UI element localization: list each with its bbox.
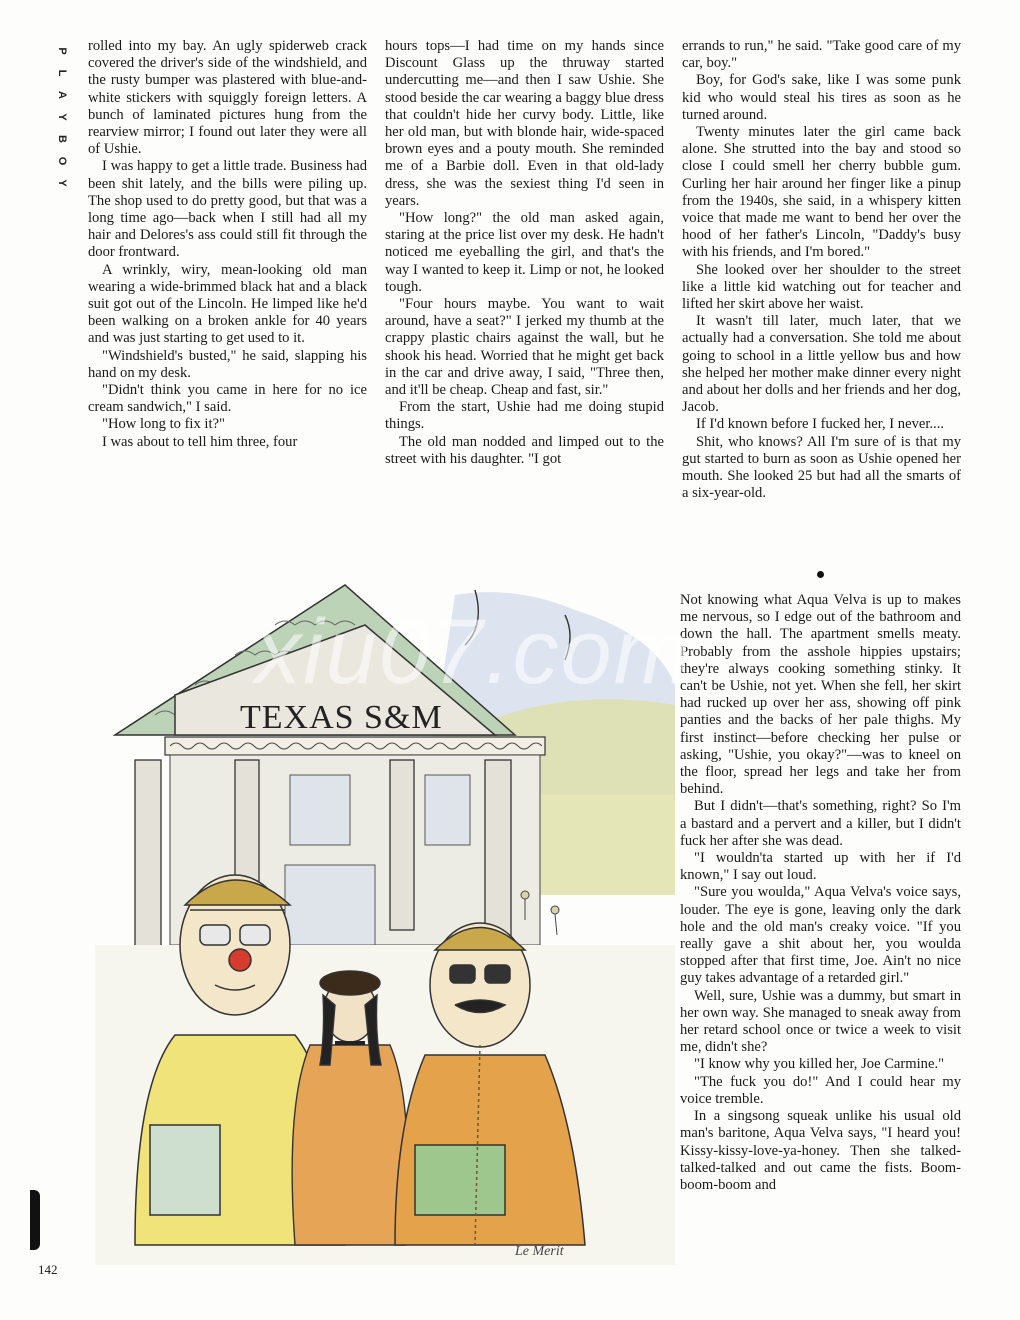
paragraph: The old man nodded and limped out to the street with his daughter. "I got: [385, 433, 664, 467]
watermark-text: xiu07.com: [255, 601, 693, 703]
paragraph: hours tops—I had time on my hands since Discount Glass up the thruway started undercutting me—and then I saw Ushie. She stood beside the car wearing a baggy blue dress that couldn't hide her curvy body. Little, like her old man, but with blonde hair, wide-spaced brown eyes and a pouty mouth. She reminded me of a Barbie doll. Even in that old-lady dress, she was the sexiest thing I'd seen in years.: [385, 38, 664, 209]
text-column-1: [88, 38, 367, 451]
paragraph: "Didn't think you came in here for no ice cream sandwich," I said.: [88, 382, 367, 416]
paragraph: "Sure you woulda," Aqua Velva's voice says, louder. The eye is gone, leaving only the dark hole and the old man's creaky voice. "If you really gave a shit about her, you woulda stopped after that first time, Joe. Ain't no nice guy takes advantage of a retarded girl.": [680, 884, 961, 987]
illustration-signature: Le Merit: [515, 1244, 564, 1259]
paragraph: From the start, Ushie had me doing stupid things.: [385, 399, 664, 433]
brand-letter: A: [56, 91, 68, 99]
paragraph: Well, sure, Ushie was a dummy, but smart in her own way. She managed to sneak away from her retard school once or twice a week to visit me, didn't she?: [680, 987, 961, 1056]
paragraph: It wasn't till later, much later, that we actually had a conversation. She told me about going to school in a little yellow bus and how she helped her mother make dinner every night and about her dolls and her friends and her dog, Jacob.: [682, 313, 961, 416]
paragraph: "I know why you killed her, Joe Carmine.": [694, 1056, 945, 1073]
section-break-dot: [817, 571, 824, 578]
paragraph: Twenty minutes later the girl came back alone. She strutted into the bay and stood so close I could smell her cherry bubble gum. Curling her hair around her finger like a pinup from the 1940s, she said, in a whispery kitten voice that made me want to bend her over the hood of her father's Lincoln, "Daddy's busy with his friends, and I'm bored.": [682, 124, 961, 261]
playboy-running-head: [54, 40, 70, 200]
paragraph: "I wouldn'ta started up with her if I'd known," I say out loud.: [680, 850, 961, 884]
paragraph: "How long to fix it?": [102, 416, 225, 433]
paragraph: "How long?" the old man asked again, staring at the price list over my desk. He hadn't noticed me eyeballing the girl, and that's the way I wanted to keep it. Limp or not, he looked tough.: [385, 210, 664, 295]
paragraph: But I didn't—that's something, right? So I'm a bastard and a pervert and a killer, but I didn't fuck her after she was dead.: [680, 798, 961, 849]
paragraph: I was about to tell him three, four: [102, 433, 298, 450]
paragraph: A wrinkly, wiry, mean-looking old man wearing a wide-brimmed black hat and a black suit got out of the Lincoln. He limped like he'd been walking on a broken ankle for 40 years and was just starting to get used to it.: [88, 261, 367, 347]
building-sign-text: TEXAS S&M: [240, 699, 443, 736]
brand-letter: Y: [56, 179, 68, 187]
page-number: 142: [38, 1262, 58, 1277]
page-edge-tab: [30, 1190, 40, 1250]
brand-letter: Y: [56, 113, 68, 121]
brand-letter: P: [56, 47, 68, 55]
brand-letter: O: [56, 156, 68, 166]
brand-letter: B: [56, 135, 68, 143]
paragraph: In a singsong squeak unlike his usual old man's baritone, Aqua Velva says, "I heard you! Kissy-kissy-love-ya-honey. Then she talked-talked-talked and out came the fists. Boom-boom-boom and: [680, 1108, 961, 1193]
paragraph: rolled into my bay. An ugly spiderweb crack covered the driver's side of the windshield, and the rusty bumper was plastered with blue-and-white stickers with squiggly foreign letters. A bunch of laminated pictures hung from the rearview mirror; I found out later they were all of Ushie.: [88, 38, 367, 158]
text-column-2: [385, 38, 664, 468]
paragraph: Not knowing what Aqua Velva is up to makes me nervous, so I edge out of the bathroom and down the hall. The apartment smells meaty. Probably from the asshole hippies upstairs; they're always cooking something stinky. It can't be Ushie, not yet. When she fell, her skirt had rucked up over her ass, showing off pink panties and the backs of her pale thighs. My first instinct—before checking her pulse or asking, "Ushie, you okay?"—was to kneel on the floor, spread her legs and take her from behind.: [680, 592, 961, 798]
paragraph: "The fuck you do!" And I could hear my voice tremble.: [680, 1073, 961, 1107]
paragraph: "Four hours maybe. You want to wait around, have a seat?" I jerked my thumb at the crappy plastic chairs against the wall, but he shook his head. Worried that he might get back in the car and drive away, I said, "Three then, and it'll be cheap. Cheap and fast, sir.": [385, 296, 664, 399]
paragraph: If I'd known before I fucked her, I never....: [696, 416, 945, 433]
text-column-3: [682, 38, 961, 502]
cartoon-illustration: [95, 565, 675, 1265]
paragraph: Shit, who knows? All I'm sure of is that my gut started to burn as soon as Ushie opened her mouth. She looked 25 but had all the smarts of a six-year-old.: [682, 433, 961, 502]
paragraph: Boy, for God's sake, like I was some punk kid who would steal his tires as soon as he turned around.: [682, 72, 961, 123]
text-column-3-continued: [680, 592, 961, 1194]
brand-letter: L: [56, 69, 68, 77]
paragraph: I was happy to get a little trade. Business had been shit lately, and the bills were piling up. The shop used to do pretty good, but that was a long time ago—back when I still had all my hair and Delores's ass could still fit through the door frontward.: [88, 158, 367, 261]
paragraph: She looked over her shoulder to the street like a little kid watching out for teacher and lifted her skirt above her waist.: [682, 261, 961, 313]
brand-letter-stack: [54, 40, 70, 194]
paragraph: "Windshield's busted," he said, slapping his hand on my desk.: [88, 347, 367, 381]
paragraph: errands to run," he said. "Take good care of my car, boy.": [682, 38, 961, 72]
